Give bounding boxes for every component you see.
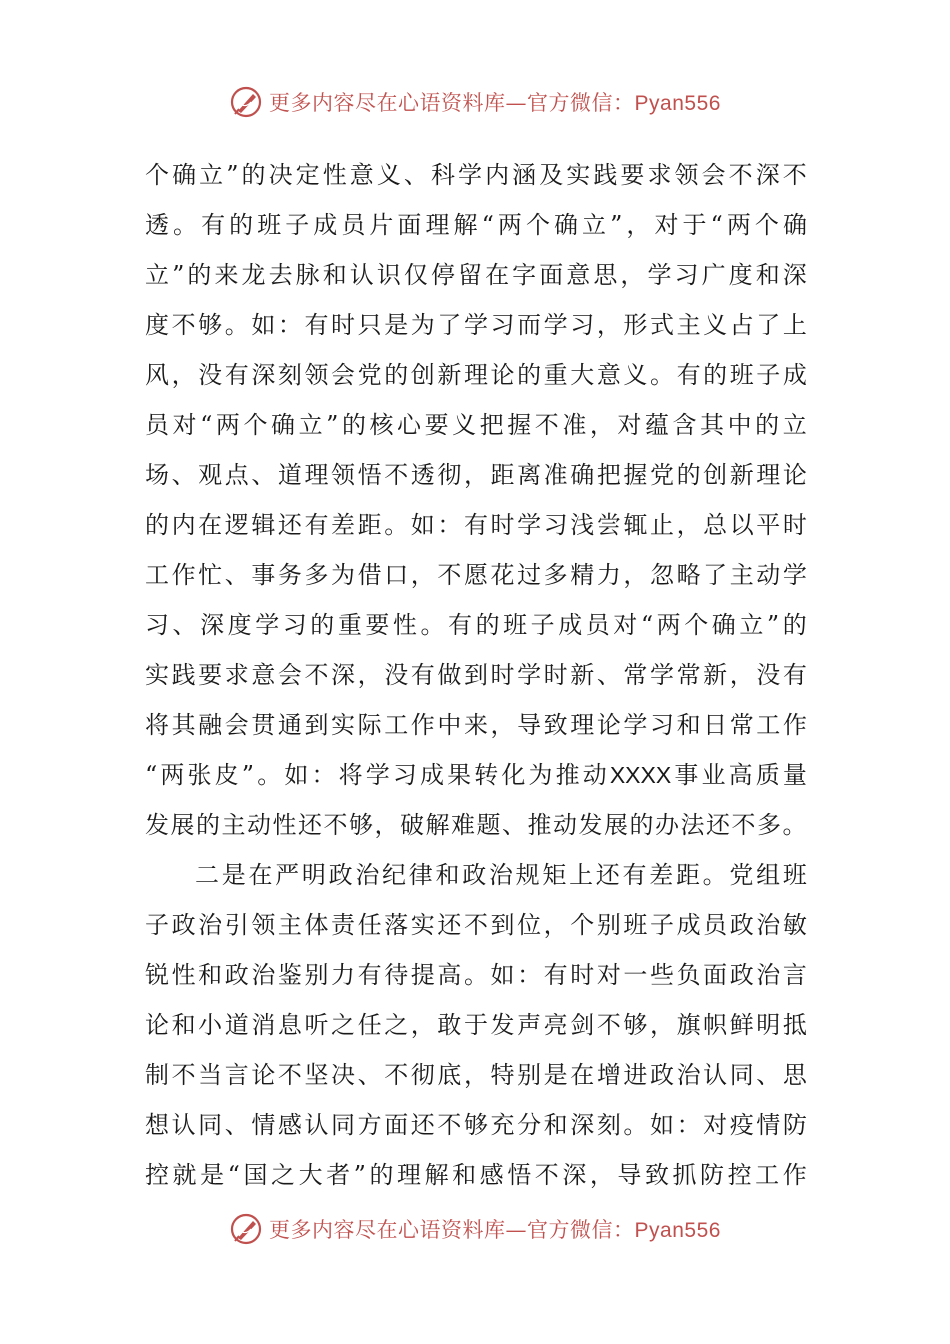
text-line: 立 ” 的 来 龙 去 脉 和 认 识 仅 停 留 在 字 面 意 思 ， 学 习 广 度 和 深: [145, 261, 807, 289]
text-line: 将 其 融 会 贯 通 到 实 际 工 作 中 来 ， 导 致 理 论 学 习 和 日 常 工 作: [145, 711, 807, 739]
text-line: 工 作 忙 、 事 务 多 为 借 口 ， 不 愿 花 过 多 精 力 ， 忽 略 了 主 动 学: [145, 561, 807, 589]
text-line-paragraph-end: 发展的主动性还不够，破解难题、推动发展的办法还不多。: [145, 811, 808, 839]
text-line: 的 内 在 逻 辑 还 有 差 距 。 如 ： 有 时 学 习 浅 尝 辄 止 ， 总 以 平 时: [145, 511, 807, 539]
footer-watermark-id: Pyan556: [634, 1219, 721, 1242]
text-line: 员 对 “ 两 个 确 立 ” 的 核 心 要 义 把 握 不 准 ， 对 蕴 含 其 中 的 立: [145, 411, 807, 439]
text-line: 场 、 观 点 、 道 理 领 悟 不 透 彻 ， 距 离 准 确 把 握 党 的 创 新 理 论: [145, 461, 807, 489]
footer-watermark: [0, 1209, 950, 1249]
quill-logo-icon: [229, 1212, 263, 1246]
text-line: 子 政 治 引 领 主 体 责 任 落 实 还 不 到 位 ， 个 别 班 子 成 员 政 治 敏: [145, 911, 807, 939]
text-line: 习 、 深 度 学 习 的 重 要 性 。 有 的 班 子 成 员 对 “ 两 个 确 立 ” 的: [145, 611, 807, 639]
text-line: 想 认 同 、 情 感 认 同 方 面 还 不 够 充 分 和 深 刻 。 如 ： 对 疫 情 防: [145, 1111, 807, 1139]
text-line: 度 不 够 。 如 ： 有 时 只 是 为 了 学 习 而 学 习 ， 形 式 主 义 占 了 上: [145, 311, 807, 339]
text-line: 控 就 是 “ 国 之 大 者 ” 的 理 解 和 感 悟 不 深 ， 导 致 抓 防 控 工 作: [145, 1161, 807, 1189]
document-body: [145, 150, 807, 1200]
text-line: 实 践 要 求 意 会 不 深 ， 没 有 做 到 时 学 时 新 、 常 学 常 新 ， 没 有: [145, 661, 807, 689]
text-line: “ 两 张 皮 ” 。 如 ： 将 学 习 成 果 转 化 为 推 动 XXXX 事 业 高 质 量: [145, 761, 807, 789]
text-line: 个 确 立 ” 的 决 定 性 意 义 、 科 学 内 涵 及 实 践 要 求 领 会 不 深 不: [145, 161, 807, 189]
footer-watermark-text: 更多内容尽在心语资料库—官方微信：Pyan556: [269, 1218, 721, 1242]
text-line: 锐 性 和 政 治 鉴 别 力 有 待 提 高 。 如 ： 有 时 对 一 些 负 面 政 治 言: [145, 961, 807, 989]
quill-logo-icon: [229, 85, 263, 119]
text-line-paragraph-start: 二 是 在 严 明 政 治 纪 律 和 政 治 规 矩 上 还 有 差 距 。 党 组 班: [195, 861, 807, 889]
text-line: 透 。 有 的 班 子 成 员 片 面 理 解 “ 两 个 确 立 ” ， 对 于 “ 两 个 确: [145, 211, 807, 239]
text-line: 论 和 小 道 消 息 听 之 任 之 ， 敢 于 发 声 亮 剑 不 够 ， 旗 帜 鲜 明 抵: [145, 1011, 807, 1039]
header-watermark-id: Pyan556: [634, 92, 721, 115]
text-line: 制 不 当 言 论 不 坚 决 、 不 彻 底 ， 特 别 是 在 增 进 政 治 认 同 、 思: [145, 1061, 807, 1089]
header-watermark: [0, 82, 950, 122]
header-watermark-text: 更多内容尽在心语资料库—官方微信：Pyan556: [269, 91, 721, 115]
text-line: 风 ， 没 有 深 刻 领 会 党 的 创 新 理 论 的 重 大 意 义 。 有 的 班 子 成: [145, 361, 807, 389]
